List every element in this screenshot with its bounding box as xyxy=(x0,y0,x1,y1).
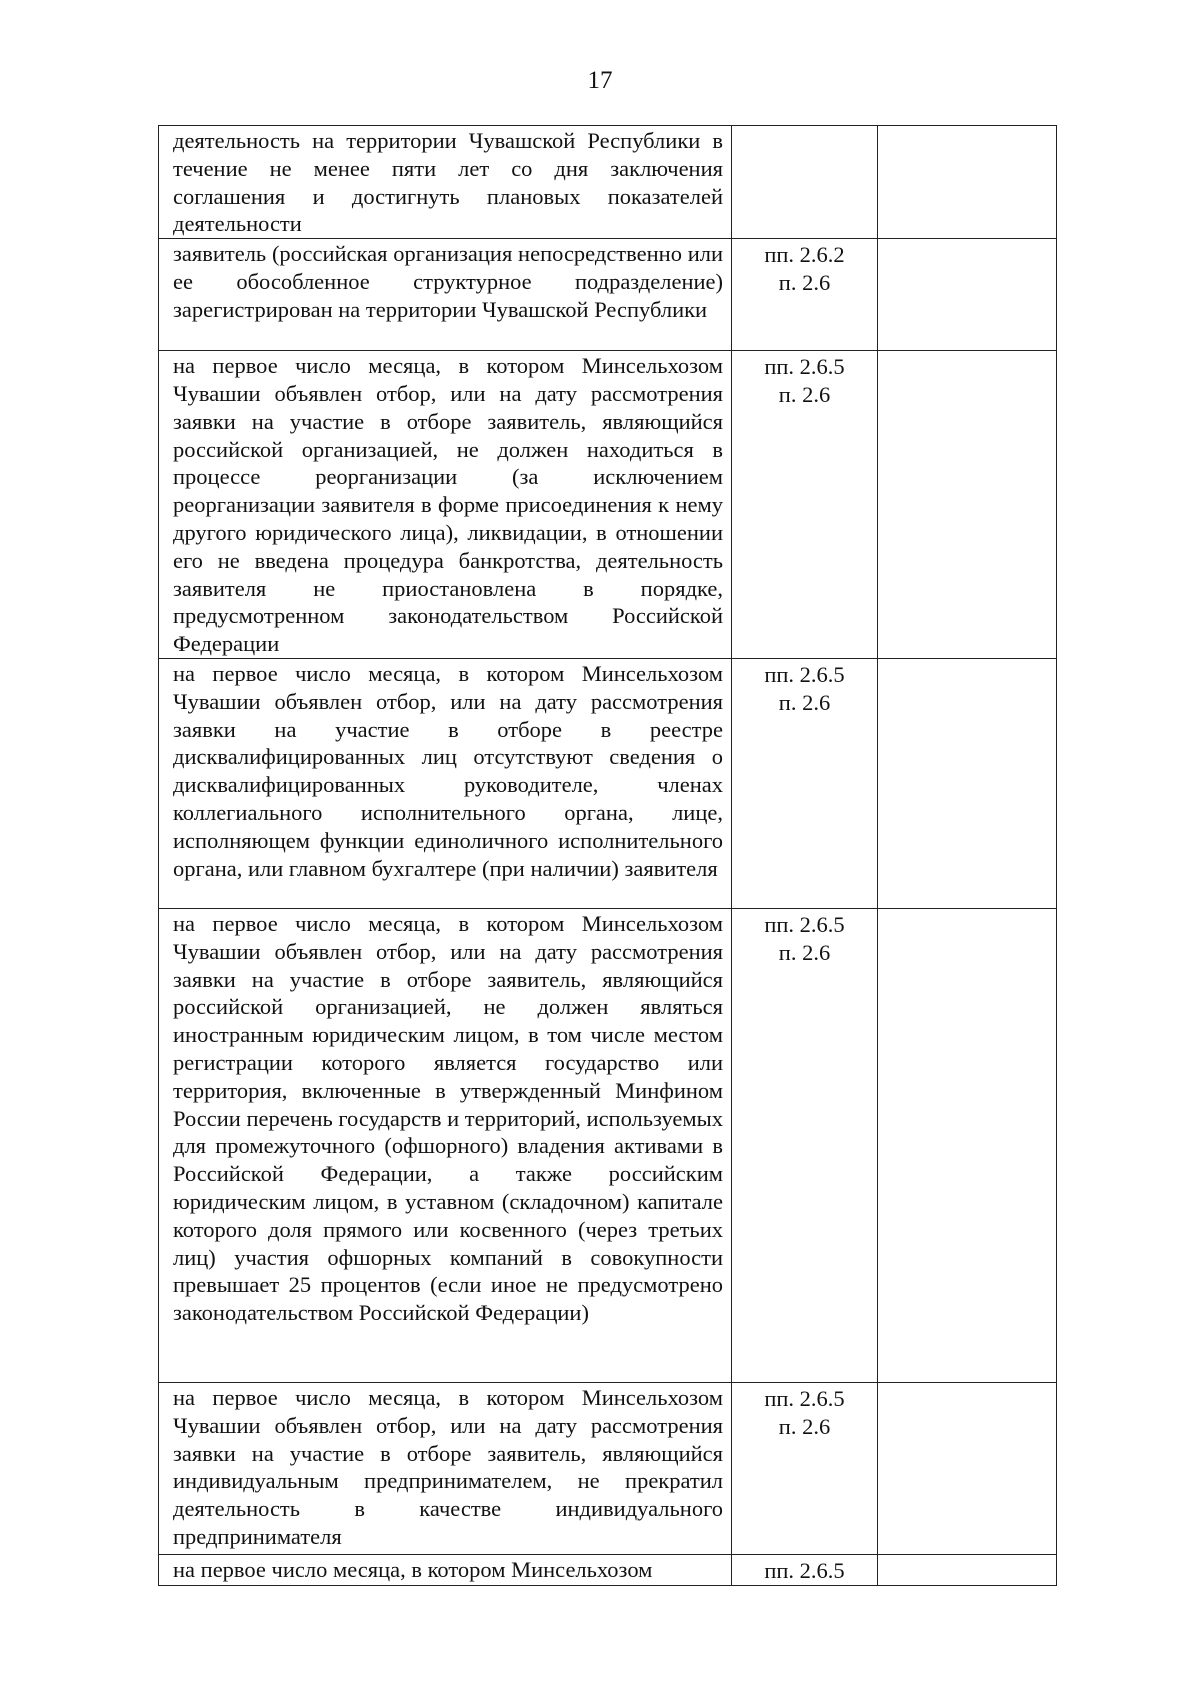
reference-clause: п. 2.6 xyxy=(778,269,831,295)
table-row xyxy=(159,908,1057,1382)
reference-subclause: пп. 2.6.5 xyxy=(764,911,845,937)
page-number: 17 xyxy=(587,67,613,94)
requirements-table xyxy=(158,125,1057,1586)
requirement-cell: заявитель (российская организация непосредственно или ее обособленное структурное подразделение) зарегистрирован на территории Чувашской Республики xyxy=(159,239,732,351)
reference-cell xyxy=(732,1554,878,1585)
requirement-cell: на первое число месяца, в котором Минсельхозом Чувашии объявлен отбор, или на дату рассмотрения заявки на участие в отборе заявитель, являющийся индивидуальным предпринимателем, не прекратил деятельность в качестве индивидуального предпринимателя xyxy=(159,1382,732,1554)
reference-clause: п. 2.6 xyxy=(778,689,831,715)
table-row xyxy=(159,126,1057,239)
table-row xyxy=(159,239,1057,351)
note-cell xyxy=(878,658,1057,908)
reference-subclause: пп. 2.6.2 xyxy=(764,242,845,268)
table-row xyxy=(159,658,1057,908)
reference-subclause: пп. 2.6.5 xyxy=(764,1385,845,1411)
reference-clause: п. 2.6 xyxy=(778,1413,831,1439)
note-cell xyxy=(878,351,1057,659)
table-row xyxy=(159,351,1057,659)
reference-cell xyxy=(732,908,878,1382)
note-cell xyxy=(878,908,1057,1382)
requirement-cell: деятельность на территории Чувашской Республики в течение не менее пяти лет со дня заключения соглашения и достигнуть плановых показателей деятельности xyxy=(159,126,732,239)
reference-cell xyxy=(732,658,878,908)
reference-subclause: пп. 2.6.5 xyxy=(764,1557,845,1583)
note-cell xyxy=(878,239,1057,351)
requirement-cell: на первое число месяца, в котором Минсельхозом Чувашии объявлен отбор, или на дату рассмотрения заявки на участие в отборе в реестре дисквалифицированных лиц отсутствуют сведения о дисквалифицированных руководителе, членах коллегиального исполнительного органа, лице, исполняющем функции единоличного исполнительного органа, или главном бухгалтере (при наличии) заявителя xyxy=(159,658,732,908)
note-cell xyxy=(878,1382,1057,1554)
note-cell xyxy=(878,126,1057,239)
reference-clause: п. 2.6 xyxy=(778,939,831,965)
reference-subclause: пп. 2.6.5 xyxy=(764,661,845,687)
reference-subclause: пп. 2.6.5 xyxy=(764,354,845,380)
requirement-cell: на первое число месяца, в котором Минсельхозом xyxy=(159,1554,732,1585)
requirement-cell: на первое число месяца, в котором Минсельхозом Чувашии объявлен отбор, или на дату рассмотрения заявки на участие в отборе заявитель, являющийся российской организацией, не должен находиться в процессе реорганизации (за исключением реорганизации заявителя в форме присоединения к нему другого юридического лица), ликвидации, в отношении его не введена процедура банкротства, деятельность заявителя не приостановлена в порядке, предусмотренном законодательством Российской Федерации xyxy=(159,351,732,659)
table-row xyxy=(159,1554,1057,1585)
reference-cell xyxy=(732,351,878,659)
reference-cell xyxy=(732,239,878,351)
reference-cell xyxy=(732,126,878,239)
table-row xyxy=(159,1382,1057,1554)
reference-cell xyxy=(732,1382,878,1554)
requirement-cell: на первое число месяца, в котором Минсельхозом Чувашии объявлен отбор, или на дату рассмотрения заявки на участие в отборе заявитель, являющийся российской организацией, не должен являться иностранным юридическим лицом, в том числе местом регистрации которого является государство или территория, включенные в утвержденный Минфином России перечень государств и территорий, используемых для промежуточного (офшорного) владения активами в Российской Федерации, а также российским юридическим лицом, в уставном (складочном) капитале которого доля прямого или косвенного (через третьих лиц) участия офшорных компаний в совокупности превышает 25 процентов (если иное не предусмотрено законодательством Российской Федерации) xyxy=(159,908,732,1382)
note-cell xyxy=(878,1554,1057,1585)
reference-clause: п. 2.6 xyxy=(778,381,831,407)
